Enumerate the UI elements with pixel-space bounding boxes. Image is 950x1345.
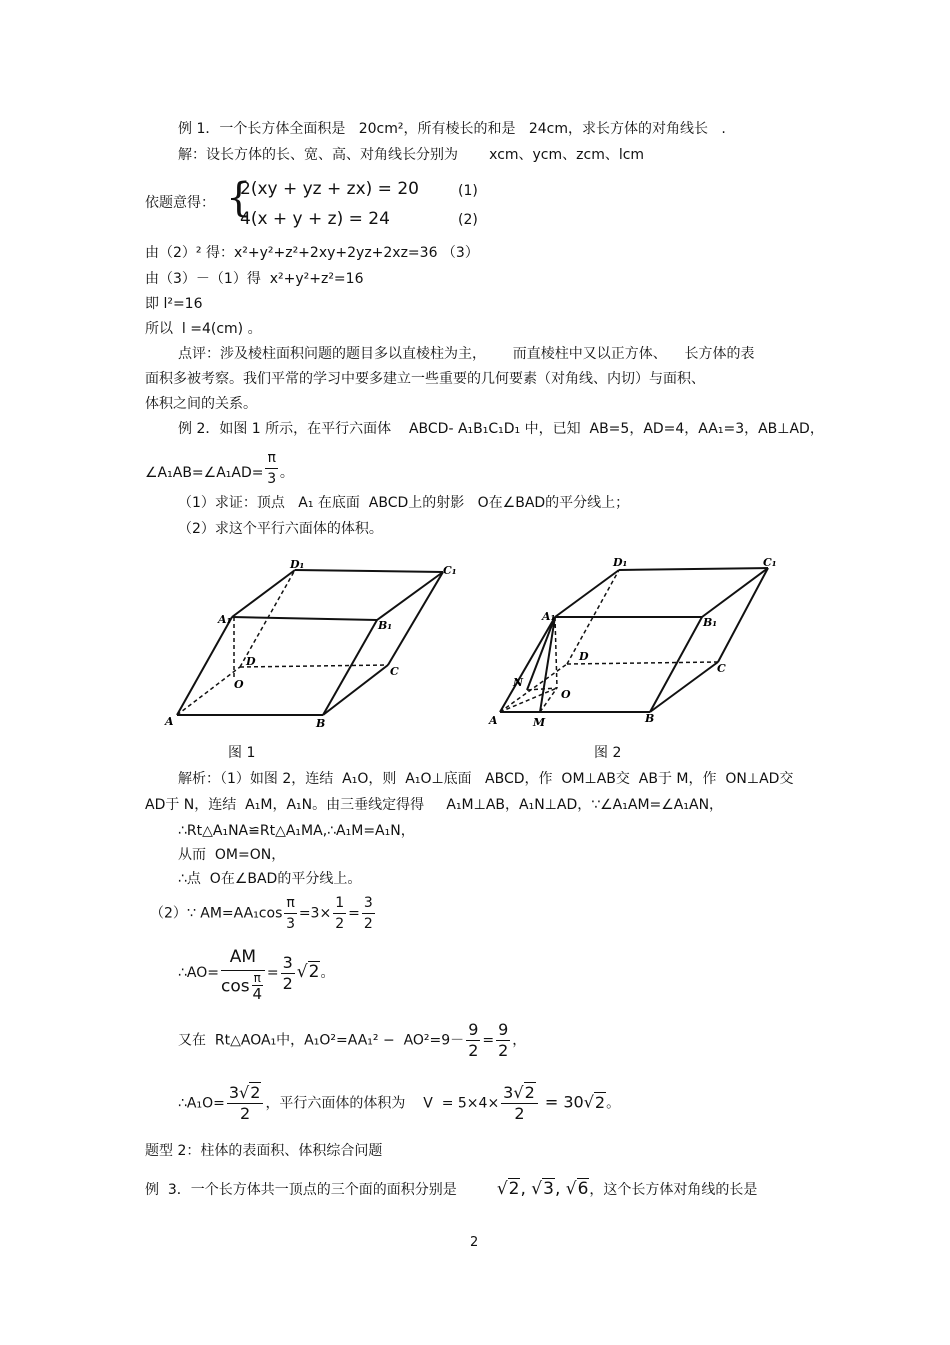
label-D: D [246,655,256,668]
label-C: C [390,665,399,678]
label-B1: B₁ [703,616,718,629]
edge-BC [650,662,718,712]
edge-BC [323,665,388,715]
label-B: B [316,717,326,730]
figure-2-parallelepiped [485,550,785,730]
edge-CC1 [388,572,443,665]
edge-A1D1 [555,570,619,617]
ex3-title: 例 3．一个长方体共一顶点的三个面的面积分别是 √2, √3, √6，这个长方体对角线的长是 [145,1179,758,1199]
analysis-line-1: 解析：（1）如图 2，连结 A₁O，则 A₁O⊥底面 ABCD，作 OM⊥AB交 AB于 M，作 ON⊥AD交 [178,771,794,787]
ex1-step1: 由（2）² 得：x²+y²+z²+2xy+2yz+2xz=36 （3） [145,245,479,261]
ex1-step2: 由（3）－（1）得 x²+y²+z²=16 [145,271,364,287]
label-N: N [513,676,524,689]
segment-A1N [527,617,555,690]
analysis-line-5: ∴点 O在∠BAD的平分线上。 [178,871,362,887]
figure-1-caption: 图 1 [228,745,256,761]
edge-A1D1 [232,570,295,617]
eq1: 2(xy + yz + zx) = 20 [240,179,419,199]
page-number: 2 [470,1235,479,1250]
label-D: D [579,650,589,663]
analysis-part2-a1o-squared: 又在 Rt△AOA₁中，A₁O²=AA₁² − AO²=9－ $\frac{9}{2}$ = $\frac{9}{2}$ ， [178,1020,527,1060]
label-A1: A₁ [218,613,232,626]
label-A: A [489,714,498,727]
edge-CC1 [718,568,768,662]
label-C1: C₁ [763,556,777,569]
label-A1: A₁ [542,610,556,623]
edge-AA1 [177,617,232,715]
label-C: C [717,662,726,675]
ex1-review-1: 点评：涉及棱柱面积问题的题目多以直棱柱为主， 而直棱柱中又以正方体、 长方体的表 [178,346,755,362]
label-D1: D₁ [290,558,305,571]
figure-2-caption: 图 2 [594,745,622,761]
ex1-step3: 即 l²=16 [145,296,203,312]
ex2-angle-line: ∠A₁AB=∠A₁AD= $\frac{\pi}{3}$ 。 [145,450,294,487]
edge-D1C1 [619,568,768,570]
edge-BB1 [650,617,702,712]
label-M: M [533,716,546,729]
edge-DC-hidden [240,665,388,667]
label-B: B [645,712,655,725]
label-C1: C₁ [443,564,457,577]
edge-AD-hidden [177,667,240,715]
ex2-q2: （2）求这个平行六面体的体积。 [178,521,383,537]
equation-brace: { [226,175,252,221]
edge-DC-hidden [567,662,718,664]
analysis-part2-ao: ∴AO= AM cos $\frac{\pi}{4}$ = $\frac{3}{2}$ √2。 [178,944,334,1002]
edge-B1C1 [377,572,443,620]
label-O: O [234,678,244,691]
analysis-line-3: ∴Rt△A₁NA≌Rt△A₁MA,∴A₁M=A₁N， [178,823,415,839]
eq2-tag: (2) [458,212,478,228]
edge-BB1 [323,620,377,715]
ex1-review-3: 体积之间的关系。 [145,396,257,412]
analysis-part2-volume: ∴A₁O= $\frac{3√2}{2}$ ，平行六面体的体积为 V = 5×4× $\frac{3√2}{2}$ = 30√2。 [178,1083,621,1123]
ex2-q1: （1）求证：顶点 A₁ 在底面 ABCD上的射影 O在∠BAD的平分线上； [178,495,630,511]
ex1-solution: 解：设长方体的长、宽、高、对角线长分别为 xcm、ycm、zcm、lcm [178,147,645,163]
label-D1: D₁ [613,556,628,569]
figure-1-parallelepiped [160,555,480,735]
label-O: O [561,688,571,701]
eq1-tag: (1) [458,183,478,199]
ex1-lead: 依题意得： [145,195,215,211]
edge-B1C1 [702,568,768,617]
ex1-step4: 所以 l =4(cm) 。 [145,321,262,337]
ex1-title: 例 1．一个长方体全面积是 20cm²，所有棱长的和是 24cm，求长方体的对角线长 . [178,121,726,137]
segment-A1O [555,617,557,688]
edge-A1B1 [232,617,377,620]
ex2-title: 例 2．如图 1 所示，在平行六面体 ABCD- A₁B₁C₁D₁ 中，已知 AB=5，AD=4，AA₁=3，AB⊥AD， [178,421,824,437]
pi-over-3: $\frac{\pi}{3}$ [267,450,277,487]
ex1-review-2: 面积多被考察。我们平常的学习中要多建立一些重要的几何要素（对角线、内切）与面积、 [145,371,705,387]
eq2: 4(x + y + z) = 24 [240,209,390,229]
label-A: A [165,715,174,728]
label-B1: B₁ [378,619,393,632]
analysis-line-2: AD于 N，连结 A₁M，A₁N。由三垂线定得得 A₁M⊥AB，A₁N⊥AD，∵∠A₁AM=∠A₁AN， [145,797,724,813]
edge-D1C1 [295,570,443,572]
analysis-line-4: 从而 OM=ON， [178,847,286,863]
section-type-2: 题型 2：柱体的表面积、体积综合问题 [145,1143,383,1159]
analysis-part2-am: （2）∵ AM=AA₁cos $\frac{\pi}{3}$ =3× $\frac{1}{2}$ = $\frac{3}{2}$ [150,895,373,932]
